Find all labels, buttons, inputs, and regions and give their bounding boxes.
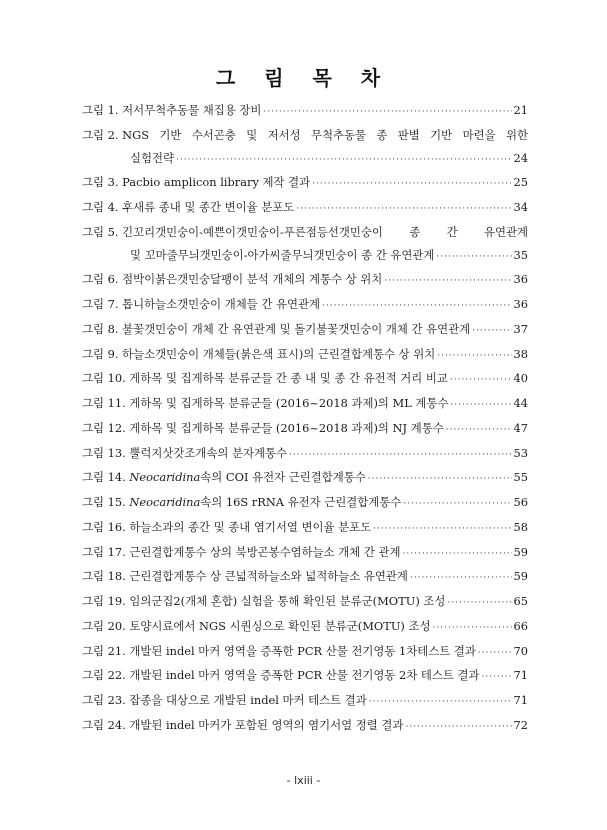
figure-caption: 긴꼬리갯민숭이-예쁜이갯민숭이-푸른점등선갯민숭이 종 간 유연관계 <box>122 224 528 239</box>
figure-number: 그림 21. <box>82 643 130 658</box>
figure-caption: 임의군집2(개체 혼합) 실험을 통해 확인된 분류군(MOTU) 조성 <box>129 594 446 608</box>
figure-caption: 게하목 및 집게하목 분류군들 (2016~2018 과제)의 ML 계통수 <box>129 396 449 410</box>
page-number-footer: - lxiii - <box>286 774 321 787</box>
page-number: 56 <box>513 495 528 509</box>
figure-number: 그림 4. <box>82 200 123 214</box>
figure-caption-rest: 속의 COI 유전자 근린결합계통수 <box>200 470 366 485</box>
figure-number: 그림 1. <box>82 103 123 117</box>
figure-number: 그림 13. <box>82 445 130 460</box>
toc-entry-line <box>82 392 528 417</box>
page-number: 36 <box>513 297 528 311</box>
figure-number: 그림 11. <box>82 396 130 410</box>
species-name: Neocaridina <box>129 495 201 509</box>
toc-entry-line <box>82 268 528 293</box>
leader-dots <box>403 543 512 566</box>
leader-dots <box>296 198 511 221</box>
figure-caption-rest: 속의 16S rRNA 유전자 근린결합계통수 <box>200 495 402 509</box>
figure-caption-continued: 및 꼬마줄무늬갯민숭이-아가씨줄무늬갯민숭이 종 간 유연관계 <box>130 247 435 262</box>
toc-entry[interactable] <box>82 442 528 467</box>
figure-number: 그림 7. <box>82 297 123 311</box>
page-number: 34 <box>513 200 528 214</box>
figure-number: 그림 22. <box>82 668 130 683</box>
figure-number: 그림 24. <box>82 717 130 732</box>
figure-number: 그림 19. <box>82 594 130 608</box>
page-number: 65 <box>513 594 528 608</box>
figure-number: 그림 9. <box>82 346 123 361</box>
leader-dots <box>410 567 512 590</box>
toc-entry[interactable] <box>82 196 528 221</box>
toc-entry[interactable] <box>82 640 528 665</box>
figure-caption: 근린결합계통수 상 큰넓적하늘소와 넓적하늘소 유연관계 <box>129 569 408 584</box>
leader-dots <box>312 173 511 196</box>
page-number: 25 <box>513 175 528 190</box>
figure-number: 그림 16. <box>82 519 130 534</box>
leader-dots <box>446 419 512 442</box>
figure-number: 그림 6. <box>82 272 123 287</box>
toc-entry[interactable] <box>82 714 528 739</box>
toc-entry[interactable] <box>82 392 528 417</box>
page-number: 55 <box>513 470 528 485</box>
figure-number: 그림 20. <box>82 618 130 633</box>
figure-caption <box>129 466 365 489</box>
page-number: 35 <box>513 247 528 262</box>
figure-caption: 점박이붉은갯민숭달팽이 분석 개체의 계통수 상 위치 <box>122 272 383 287</box>
toc-entry[interactable] <box>82 99 528 124</box>
species-name: Neocaridina <box>129 470 201 485</box>
page-number: 66 <box>513 618 528 633</box>
figure-number: 그림 18. <box>82 569 130 584</box>
toc-entry-line <box>82 99 528 124</box>
leader-dots <box>405 716 511 739</box>
figure-number: 그림 23. <box>82 693 130 707</box>
page-number: 72 <box>513 717 528 732</box>
figure-caption: 게하목 및 집게하목 분류군들 (2016~2018 과제)의 NJ 계통수 <box>129 420 444 435</box>
leader-dots <box>368 468 512 491</box>
page-number: 24 <box>513 150 528 165</box>
toc-entry-line <box>82 714 528 739</box>
figure-list <box>82 99 528 739</box>
figure-caption-continued: 실험전략 <box>130 150 175 165</box>
figure-caption: 개발된 indel 마커 영역을 증폭한 PCR 산물 전기영동 2차 테스트 결과 <box>129 668 480 683</box>
figure-caption: Pacbio amplicon library 제작 결과 <box>122 175 311 190</box>
toc-entry-line <box>82 664 528 689</box>
page-number: 53 <box>513 445 528 460</box>
toc-entry[interactable] <box>82 590 528 615</box>
figure-caption: 잡종을 대상으로 개발된 indel 마커 테스트 결과 <box>129 693 367 707</box>
page-title: 그 림 목 차 <box>215 66 392 90</box>
page-number: 70 <box>513 643 528 658</box>
toc-entry[interactable] <box>82 417 528 442</box>
leader-dots <box>433 617 512 640</box>
toc-entry[interactable] <box>82 664 528 689</box>
page-number: 21 <box>513 103 528 117</box>
leader-dots <box>322 295 511 318</box>
figure-number: 그림 15. <box>82 495 130 509</box>
leader-dots <box>403 493 511 516</box>
leader-dots <box>450 394 511 417</box>
toc-entry[interactable] <box>82 367 528 392</box>
leader-dots <box>450 369 512 392</box>
figure-number: 그림 14. <box>82 470 130 485</box>
toc-entry-line <box>82 343 528 368</box>
toc-entry-line <box>82 367 528 392</box>
page-number: 47 <box>513 420 528 435</box>
toc-entry-line <box>82 293 528 318</box>
page-number: 36 <box>513 272 528 287</box>
toc-entry[interactable] <box>82 516 528 541</box>
toc-entry-line <box>82 615 528 640</box>
figure-number: 그림 12. <box>82 420 130 435</box>
toc-entry-continuation <box>82 147 528 172</box>
toc-entry[interactable] <box>82 221 528 269</box>
page-number: 59 <box>513 544 528 559</box>
toc-entry-line <box>82 516 528 541</box>
toc-entry[interactable] <box>82 171 528 196</box>
toc-entry[interactable] <box>82 491 528 516</box>
page-number: 58 <box>513 519 528 534</box>
leader-dots <box>472 320 511 343</box>
toc-entry[interactable] <box>82 541 528 566</box>
toc-entry[interactable] <box>82 318 528 343</box>
page-number: 40 <box>513 371 528 386</box>
toc-entry[interactable] <box>82 268 528 293</box>
figure-caption: 뿔럭지삿갓조개속의 분자계통수 <box>129 445 288 460</box>
page-number: 38 <box>513 346 528 361</box>
page-number: 59 <box>513 569 528 584</box>
toc-entry[interactable] <box>82 466 528 491</box>
page-number: 44 <box>513 396 528 410</box>
leader-dots <box>447 592 511 615</box>
toc-entry[interactable] <box>82 293 528 318</box>
figure-number: 그림 10. <box>82 371 130 386</box>
figure-caption: 불꽃갯민숭이 개체 간 유연관계 및 돌기불꽃갯민숭이 개체 간 유연관계 <box>122 321 471 336</box>
toc-entry-line <box>82 491 528 516</box>
leader-dots <box>263 101 511 124</box>
toc-entry[interactable] <box>82 565 528 590</box>
toc-entry-line <box>82 171 528 196</box>
figure-number: 그림 2. <box>82 127 123 142</box>
toc-entry-line <box>82 442 528 467</box>
toc-entry-line <box>82 590 528 615</box>
leader-dots <box>176 149 511 172</box>
page-number: 37 <box>513 321 528 336</box>
toc-entry[interactable] <box>82 689 528 714</box>
figure-caption <box>129 491 401 514</box>
figure-caption: 하늘소갯민숭이 개체들(붉은색 표시)의 근린결합계통수 상 위치 <box>122 346 436 361</box>
toc-entry-line <box>82 417 528 442</box>
figure-caption: 톱니하늘소갯민숭이 개체들 간 유연관계 <box>122 297 321 311</box>
page-number: 71 <box>513 668 528 683</box>
toc-entry-line <box>82 689 528 714</box>
toc-entry[interactable] <box>82 124 528 172</box>
toc-entry-line <box>82 640 528 665</box>
leader-dots <box>369 691 512 714</box>
toc-entry-line <box>82 221 528 244</box>
figure-caption: 하늘소과의 종간 및 종내 염기서열 변이율 분포도 <box>129 519 372 534</box>
leader-dots <box>478 642 512 665</box>
figure-caption: 개발된 indel 마커가 포함된 영역의 염기서열 정렬 결과 <box>129 717 404 732</box>
toc-entry-line <box>82 196 528 221</box>
figure-caption: 저서무척추동물 채집용 장비 <box>122 103 262 117</box>
figure-caption: NGS 기반 수서곤충 및 저서성 무척추동물 종 판별 기반 마련을 위한 <box>122 127 528 142</box>
page-number: 71 <box>513 693 528 707</box>
toc-entry[interactable] <box>82 343 528 368</box>
toc-entry-line <box>82 565 528 590</box>
toc-entry-line <box>82 466 528 491</box>
figure-caption: 게하목 및 집게하목 분류군들 간 종 내 및 종 간 유전적 거리 비교 <box>129 371 448 386</box>
figure-number: 그림 8. <box>82 321 123 336</box>
leader-dots <box>482 666 512 689</box>
figure-caption: 후새류 종내 및 종간 변이율 분포도 <box>122 200 295 214</box>
leader-dots <box>373 518 511 541</box>
toc-entry[interactable] <box>82 615 528 640</box>
toc-entry-line <box>82 124 528 147</box>
leader-dots <box>384 270 511 293</box>
figure-number: 그림 5. <box>82 224 123 239</box>
leader-dots <box>436 246 511 269</box>
leader-dots <box>437 345 511 368</box>
figure-caption: 토양시료에서 NGS 시퀀싱으로 확인된 분류군(MOTU) 조성 <box>129 618 431 633</box>
leader-dots <box>289 444 511 467</box>
figure-caption: 개발된 indel 마커 영역을 증폭한 PCR 산물 전기영동 1차테스트 결과 <box>129 643 476 658</box>
toc-entry-line <box>82 541 528 566</box>
figure-number: 그림 17. <box>82 544 130 559</box>
figure-caption: 근린결합계통수 상의 북방곤봉수염하늘소 개체 간 관계 <box>129 544 401 559</box>
figure-number: 그림 3. <box>82 175 123 190</box>
toc-entry-line <box>82 318 528 343</box>
toc-entry-continuation <box>82 244 528 269</box>
